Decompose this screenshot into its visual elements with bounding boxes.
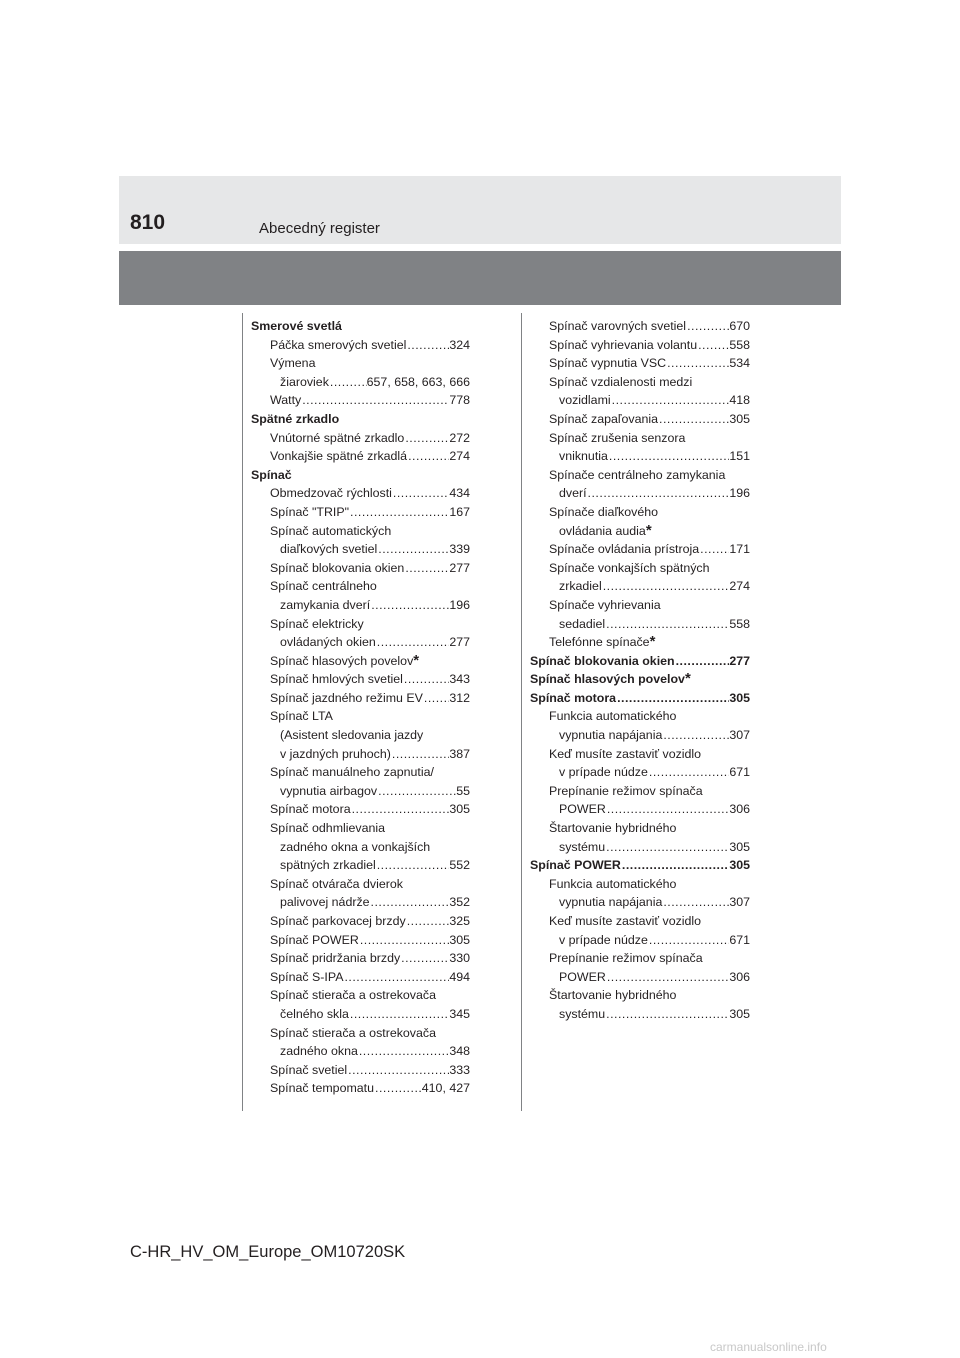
index-entry: [530, 615, 750, 634]
index-entry: [251, 577, 470, 596]
index-entry: [251, 782, 470, 801]
index-entry-text: Prepínanie režimov spínača: [549, 783, 703, 798]
index-column-right: [530, 317, 750, 1024]
index-entry: [530, 373, 750, 392]
index-entry-text: Spínač hlasových povelov: [530, 672, 685, 687]
index-entry: [251, 912, 470, 931]
index-page-ref: 352: [449, 895, 470, 910]
index-page-ref: 306: [729, 969, 750, 984]
index-entry: [530, 410, 750, 429]
index-entry: [251, 670, 470, 689]
dot-leader: [605, 838, 729, 857]
index-entry-text: Keď musíte zastaviť vozidlo: [549, 914, 702, 928]
index-entry-text: Spínač "TRIP": [270, 504, 350, 519]
dot-leader: [404, 559, 449, 578]
index-entry: [251, 1061, 470, 1080]
index-page-ref: 345: [449, 1006, 470, 1021]
index-entry-text: Telefónne spínače: [549, 635, 650, 650]
index-entry: [530, 391, 750, 410]
index-entry-text: ovládania audia: [559, 523, 646, 538]
index-entry-text: systému: [559, 839, 606, 854]
dot-leader: [406, 336, 449, 355]
index-page-ref: 434: [449, 486, 470, 501]
index-page-ref: 305: [729, 690, 750, 705]
dot-leader: [662, 893, 729, 912]
index-entry-text: Spätné zrkadlo: [251, 411, 340, 426]
index-page-ref: 343: [449, 672, 470, 687]
dot-leader: [423, 689, 449, 708]
index-entry-text: diaľkových svetiel: [280, 542, 378, 557]
index-entry-text: Spínač zapaľovania: [549, 411, 659, 426]
index-entry-text: žiaroviek: [280, 374, 329, 389]
index-page-ref: 305: [449, 802, 470, 817]
index-page-ref: 305: [729, 411, 750, 426]
index-entry-text: Spínač tempomatu: [270, 1081, 375, 1096]
dot-leader: [616, 689, 729, 708]
dot-leader: [403, 670, 449, 689]
index-entry: [530, 912, 750, 931]
dot-leader: [697, 336, 729, 355]
index-entry: [530, 336, 750, 355]
index-column-left: [251, 317, 470, 1098]
index-entry-text: Spínač vypnutia VSC: [549, 356, 667, 371]
index-entry-text: Spínače vonkajších spätných: [549, 560, 710, 575]
dot-leader: [404, 429, 449, 448]
index-entry: [251, 1005, 470, 1024]
index-entry-text: Spínač svetiel: [270, 1062, 348, 1077]
dot-leader: [351, 800, 450, 819]
index-page-ref: 55: [456, 783, 470, 798]
index-page-ref: 196: [729, 486, 750, 501]
dot-leader: [400, 949, 449, 968]
index-entry: [251, 429, 470, 448]
index-entry-text: Spínač jazdného režimu EV: [270, 690, 423, 705]
index-entry-text: Spínač motora: [530, 690, 617, 705]
index-entry: [530, 782, 750, 801]
index-entry-text: Spínače vyhrievania: [549, 597, 661, 612]
index-entry-text: Spínač zrušenia senzora: [549, 430, 686, 445]
index-entry: [530, 447, 750, 466]
index-entry: [530, 856, 750, 875]
dot-leader: [376, 633, 450, 652]
index-entry-text: dverí: [559, 486, 587, 501]
dot-leader: [621, 856, 729, 875]
index-entry-text: Spínač: [251, 467, 292, 482]
index-entry: [530, 354, 750, 373]
index-entry: [530, 968, 750, 987]
index-entry: [530, 875, 750, 894]
index-entry: [251, 615, 470, 634]
index-page-ref: 330: [449, 951, 470, 966]
index-entry-text: Vnútorné spätné zrkadlo: [270, 430, 405, 445]
index-page-ref: 277: [449, 560, 470, 575]
index-entry: [530, 429, 750, 448]
index-entry-text: v prípade núdze: [559, 765, 648, 780]
dot-leader: [611, 391, 730, 410]
index-entry-text: zrkadiel: [559, 579, 602, 594]
index-entry: [530, 800, 750, 819]
section-title: Abecedný register: [259, 220, 380, 237]
index-entry-text: vozidlami: [559, 393, 611, 408]
index-entry: [251, 931, 470, 950]
left-column-rule: [242, 313, 243, 1111]
index-entry-text: Spínač centrálneho: [270, 579, 377, 594]
index-page-ref: 277: [729, 653, 750, 668]
index-entry-text: Vonkajšie spätné zrkadlá: [270, 449, 408, 464]
index-entry: [530, 838, 750, 857]
dot-leader: [686, 317, 729, 336]
index-page-ref: 418: [729, 393, 750, 408]
index-entry-text: Spínač odhmlievania: [270, 821, 386, 836]
dot-leader: [699, 540, 729, 559]
index-page-ref: 671: [729, 765, 750, 780]
index-page-ref: 167: [449, 504, 470, 519]
index-page-ref: 670: [729, 319, 750, 333]
index-entry: [530, 540, 750, 559]
index-page-ref: 307: [729, 895, 750, 910]
index-entry: [530, 726, 750, 745]
index-entry: [251, 838, 470, 857]
index-page-ref: 307: [729, 728, 750, 743]
index-page-ref: 305: [729, 858, 750, 873]
dot-leader: [606, 968, 730, 987]
index-entry-text: v jazdných pruhoch): [280, 746, 391, 761]
index-page-ref: 494: [449, 969, 470, 984]
index-entry: [251, 726, 470, 745]
index-page-ref: 324: [449, 337, 470, 352]
index-entry: [530, 949, 750, 968]
index-page-ref: 778: [449, 393, 470, 408]
index-entry: [251, 707, 470, 726]
index-entry-text: Spínač POWER: [270, 932, 359, 947]
index-entry: [251, 633, 470, 652]
index-page-ref: 558: [729, 337, 750, 352]
index-entry: [530, 596, 750, 615]
page-number: 810: [130, 211, 166, 234]
index-entry: [251, 1042, 470, 1061]
index-entry: [251, 968, 470, 987]
index-entry-text: ovládaných okien: [280, 635, 376, 650]
index-entry: [251, 447, 470, 466]
dot-leader: [648, 931, 729, 950]
index-entry-text: vypnutia napájania: [559, 728, 663, 743]
dot-leader: [359, 931, 449, 950]
index-entry-text: vniknutia: [559, 449, 608, 464]
index-entry-text: zadného okna a vonkajších: [280, 839, 431, 854]
index-page-ref: 325: [449, 914, 470, 928]
dot-leader: [605, 615, 729, 634]
index-entry: [251, 745, 470, 764]
index-entry-text: Obmedzovač rýchlosti: [270, 486, 392, 501]
index-entry-text: Spínač blokovania okien: [270, 560, 405, 575]
index-entry-text: Spínač hlasových povelov: [270, 653, 414, 668]
index-page-ref: 305: [729, 839, 750, 854]
index-entry: [530, 745, 750, 764]
index-entry: [251, 503, 470, 522]
index-entry-text: Štartovanie hybridného: [549, 821, 677, 836]
dot-leader: [407, 447, 449, 466]
index-entry-text: Spínač vzdialenosti medzi: [549, 374, 693, 389]
index-entry-text: POWER: [559, 802, 606, 817]
index-entry-text: vypnutia napájania: [559, 895, 663, 910]
index-entry-text: Spínač elektricky: [270, 616, 364, 631]
index-entry: [251, 800, 470, 819]
index-entry: [251, 596, 470, 615]
document-code: C-HR_HV_OM_Europe_OM10720SK: [130, 1243, 406, 1261]
index-entry: [251, 986, 470, 1005]
index-entry: [251, 559, 470, 578]
index-entry-text: (Asistent sledovania jazdy: [280, 728, 424, 743]
dot-leader: [392, 484, 449, 503]
index-page-ref: 196: [449, 597, 470, 612]
index-entry-text: Spínač vyhrievania volantu: [549, 337, 698, 352]
index-page-ref: 274: [729, 579, 750, 594]
index-entry: [530, 763, 750, 782]
index-entry: [251, 893, 470, 912]
index-entry-text: Keď musíte zastaviť vozidlo: [549, 746, 702, 761]
index-entry: Spínač hlasových povelov *: [270, 651, 420, 669]
index-page-ref: 552: [449, 858, 470, 873]
dot-leader: [376, 856, 450, 875]
index-entry-text: Páčka smerových svetiel: [270, 337, 407, 352]
index-entry-text: spätných zrkadiel: [280, 858, 376, 873]
index-entry: [251, 689, 470, 708]
index-entry: [251, 373, 470, 392]
dot-leader: [349, 1005, 449, 1024]
dot-leader: [347, 1061, 449, 1080]
dot-leader: [406, 912, 450, 931]
index-entry-text: palivovej nádrže: [280, 895, 370, 910]
index-page-ref: 305: [449, 932, 470, 947]
index-page-ref: 333: [449, 1062, 470, 1077]
dot-leader: [648, 763, 729, 782]
middle-column-rule: [521, 313, 522, 1111]
index-page-ref: 671: [729, 932, 750, 947]
index-entry: [530, 707, 750, 726]
index-entry-text: Spínače ovládania prístroja: [549, 542, 700, 557]
index-entry-text: Spínač hmlových svetiel: [270, 672, 403, 687]
index-entry-text: čelného skla: [280, 1006, 349, 1021]
index-entry: [530, 652, 750, 671]
dot-leader: [377, 782, 456, 801]
index-entry-text: Watty: [270, 393, 302, 408]
index-entry-text: Spínač stierača a ostrekovača: [270, 1025, 436, 1040]
index-entry: [530, 931, 750, 950]
index-entry: [530, 893, 750, 912]
index-entry: [530, 1005, 750, 1024]
index-entry: Telefónne spínače *: [549, 633, 656, 651]
index-entry: [251, 1079, 470, 1098]
index-entry: [530, 819, 750, 838]
index-page-ref: 339: [449, 542, 470, 557]
watermark: carmanualsonline.info: [710, 1340, 827, 1354]
index-entry-text: Výmena: [270, 356, 316, 371]
dot-leader: [374, 1079, 422, 1098]
index-entry-text: Spínač motora: [270, 802, 351, 817]
index-page-ref: 305: [729, 1006, 750, 1021]
index-entry: [530, 559, 750, 578]
section-color-band: [119, 251, 841, 305]
index-entry: [251, 540, 470, 559]
index-entry-text: POWER: [559, 969, 606, 984]
index-entry: [530, 317, 750, 336]
dot-leader: [658, 410, 729, 429]
index-entry-text: Funkcia automatického: [549, 876, 677, 891]
dot-leader: [608, 447, 729, 466]
index-page-ref: 277: [449, 635, 470, 650]
index-page-ref: 151: [729, 449, 750, 464]
dot-leader: [329, 373, 367, 392]
index-entry-text: Smerové svetlá: [251, 319, 342, 333]
index-entry: [251, 819, 470, 838]
index-entry-text: Prepínanie režimov spínača: [549, 951, 703, 966]
index-entry: [251, 763, 470, 782]
index-page-ref: 306: [729, 802, 750, 817]
dot-leader: [358, 1042, 449, 1061]
dot-leader: [662, 726, 729, 745]
index-entry-text: Spínač POWER: [530, 858, 621, 873]
index-entry: [251, 317, 470, 336]
index-entry-text: Spínač automatických: [270, 523, 392, 538]
index-page-ref: 410, 427: [421, 1081, 470, 1096]
index-entry-text: Spínač varovných svetiel: [549, 319, 687, 333]
header-band: [119, 176, 841, 244]
index-entry: [530, 689, 750, 708]
index-page-ref: 534: [729, 356, 750, 371]
index-page-ref: 558: [729, 616, 750, 631]
index-entry-text: zamykania dverí: [280, 597, 371, 612]
index-entry: [251, 949, 470, 968]
index-entry-text: sedadiel: [559, 616, 606, 631]
index-page-ref: 348: [449, 1044, 470, 1059]
dot-leader: [391, 745, 449, 764]
dot-leader: [377, 540, 449, 559]
index-page-ref: 272: [449, 430, 470, 445]
index-entry-text: systému: [559, 1006, 606, 1021]
index-entry: [530, 503, 750, 522]
index-entry: [530, 986, 750, 1005]
index-entry-text: vypnutia airbagov: [280, 783, 378, 798]
index-page-ref: 657, 658, 663, 666: [366, 374, 470, 389]
index-entry-text: v prípade núdze: [559, 932, 648, 947]
index-entry-text: Spínač LTA: [270, 709, 333, 724]
index-entry-text: Spínač blokovania okien: [530, 653, 675, 668]
index-entry: [251, 1024, 470, 1043]
index-entry: Spínač hlasových povelov *: [530, 670, 691, 688]
index-page-ref: 312: [449, 690, 470, 705]
index-entry-text: Spínač otvárača dvierok: [270, 876, 403, 891]
index-entry: [530, 466, 750, 485]
index-entry: [251, 484, 470, 503]
index-entry: ovládania audia *: [559, 521, 652, 539]
index-entry: [530, 484, 750, 503]
index-entry-text: Spínače diaľkového: [549, 504, 659, 519]
index-entry-text: Spínač stierača a ostrekovača: [270, 988, 436, 1003]
index-entry: [251, 466, 470, 485]
dot-leader: [602, 577, 730, 596]
index-entry-text: Spínač manuálneho zapnutia/: [270, 765, 434, 780]
dot-leader: [370, 596, 449, 615]
dot-leader: [343, 968, 449, 987]
index-entry: [251, 336, 470, 355]
index-entry: [251, 410, 470, 429]
dot-leader: [370, 893, 450, 912]
dot-leader: [666, 354, 729, 373]
index-entry: [251, 856, 470, 875]
index-page-ref: 274: [449, 449, 470, 464]
dot-leader: [675, 652, 730, 671]
dot-leader: [605, 1005, 729, 1024]
dot-leader: [301, 391, 449, 410]
index-entry: [530, 577, 750, 596]
index-entry: [251, 875, 470, 894]
index-entry-text: Spínač parkovacej brzdy: [270, 914, 406, 928]
dot-leader: [349, 503, 449, 522]
index-entry-text: Spínače centrálneho zamykania: [549, 467, 726, 482]
index-page-ref: 171: [729, 542, 750, 557]
index-entry-text: zadného okna: [280, 1044, 358, 1059]
index-entry: [251, 522, 470, 541]
index-entry: [251, 391, 470, 410]
index-page-ref: 387: [449, 746, 470, 761]
index-entry-text: Funkcia automatického: [549, 709, 677, 724]
index-entry-text: Štartovanie hybridného: [549, 988, 677, 1003]
dot-leader: [606, 800, 730, 819]
index-entry-text: Spínač S-IPA: [270, 969, 344, 984]
index-entry-text: Spínač pridržania brzdy: [270, 951, 401, 966]
index-entry: [251, 354, 470, 373]
dot-leader: [587, 484, 730, 503]
